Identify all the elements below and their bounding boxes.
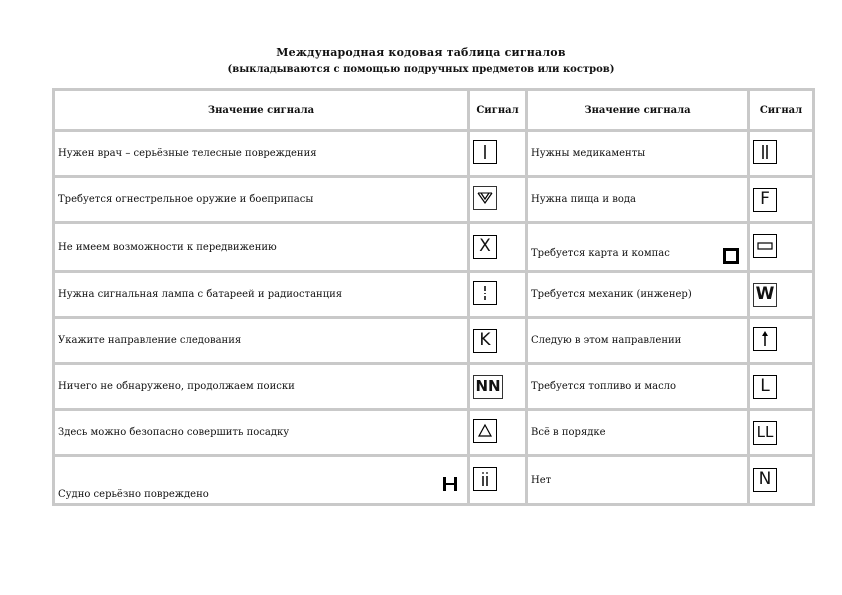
letter-f-icon: F — [753, 188, 777, 212]
meaning-cell: Не имеем возможности к передвижению — [54, 223, 469, 272]
meaning-cell: Здесь можно безопасно совершить посадку — [54, 410, 469, 456]
letters-nn-icon: NN — [473, 375, 503, 399]
meaning-cell: Всё в порядке — [527, 410, 749, 456]
meaning-cell: Нет — [527, 456, 749, 505]
header-meaning-2: Значение сигнала — [527, 90, 749, 131]
meaning-cell: Нужны медикаменты — [527, 131, 749, 177]
header-signal-2: Сигнал — [749, 90, 814, 131]
meaning-cell: Ничего не обнаружено, продолжаем поиски — [54, 364, 469, 410]
triangle-v-icon — [473, 186, 497, 210]
table-row — [54, 177, 814, 223]
letter-k-icon: K — [473, 329, 497, 353]
meaning-cell: Следую в этом направлении — [527, 318, 749, 364]
double-bar-icon — [753, 140, 777, 164]
meaning-cell: Укажите направление следования — [54, 318, 469, 364]
h-bar-icon — [441, 475, 459, 496]
table-row — [54, 272, 814, 318]
triangle-icon — [473, 419, 497, 443]
letter-w-icon: W — [753, 283, 777, 307]
square-outline-icon — [723, 248, 739, 267]
table-row — [54, 364, 814, 410]
letter-n-icon: N — [753, 468, 777, 492]
table-row — [54, 131, 814, 177]
meaning-cell — [54, 456, 469, 505]
meaning-text: Требуется карта и компас — [531, 248, 670, 259]
single-bar-icon — [473, 140, 497, 164]
letters-ll-icon: LL — [753, 421, 777, 445]
dotted-double-bar-icon — [473, 467, 497, 491]
header-row — [54, 90, 814, 131]
meaning-text: Судно серьёзно повреждено — [58, 489, 209, 500]
letter-l-icon: L — [753, 375, 777, 399]
meaning-cell: Требуется топливо и масло — [527, 364, 749, 410]
table-row — [54, 223, 814, 272]
table-row — [54, 410, 814, 456]
up-arrow-icon — [753, 327, 777, 351]
page-title: Международная кодовая таблица сигналов — [276, 46, 566, 59]
meaning-cell: Нужна пища и вода — [527, 177, 749, 223]
header-signal: Сигнал — [469, 90, 527, 131]
signal-table — [52, 88, 815, 506]
page-subtitle: (выкладываются с помощью подручных предметов или костров) — [227, 64, 615, 75]
dashed-bar-icon — [473, 281, 497, 305]
meaning-cell: Нужна сигнальная лампа с батареей и радиостанция — [54, 272, 469, 318]
meaning-cell — [527, 223, 749, 272]
letter-x-icon: X — [473, 235, 497, 259]
meaning-cell: Требуется механик (инженер) — [527, 272, 749, 318]
meaning-cell: Нужен врач – серьёзные телесные повреждения — [54, 131, 469, 177]
table-row — [54, 318, 814, 364]
meaning-cell: Требуется огнестрельное оружие и боеприпасы — [54, 177, 469, 223]
table-row — [54, 456, 814, 505]
header-meaning: Значение сигнала — [54, 90, 469, 131]
rectangle-icon — [753, 234, 777, 258]
